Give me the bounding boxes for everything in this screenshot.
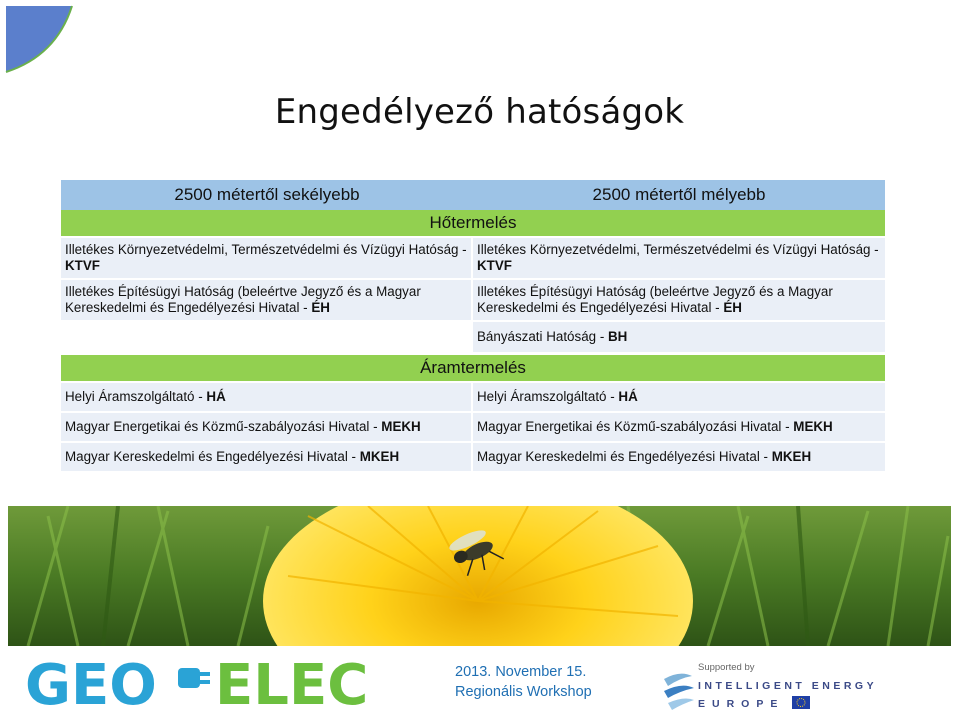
- heat-right-eh: Illetékes Építésügyi Hatóság (beleértve Jegyző és a Magyar Kereskedelmi és Engedélyezési Hivatal - ÉH: [473, 280, 885, 320]
- power-right-mekh: Magyar Energetikai és Közmű-szabályozási Hivatal - MEKH: [473, 413, 885, 441]
- logo-elec-text: ELEC: [215, 653, 369, 718]
- heat-left-eh: Illetékes Építésügyi Hatóság (beleértve Jegyző és a Magyar Kereskedelmi és Engedélyezési Hivatal - ÉH: [61, 280, 471, 320]
- corner-decoration: [0, 0, 80, 80]
- iee-line2-text: EUROPE: [698, 698, 785, 710]
- power-right-ha: Helyi Áramszolgáltató - HÁ: [473, 383, 885, 411]
- plug-icon: [178, 668, 210, 688]
- iee-logo: [664, 662, 877, 710]
- power-right-mkeh: Magyar Kereskedelmi és Engedélyezési Hivatal - MKEH: [473, 443, 885, 471]
- section-heat: Hőtermelés: [61, 210, 885, 236]
- power-left-mkeh: Magyar Kereskedelmi és Engedélyezési Hivatal - MKEH: [61, 443, 471, 471]
- power-left-ha: Helyi Áramszolgáltató - HÁ: [61, 383, 471, 411]
- heat-right-bh: Bányászati Hatóság - BH: [473, 322, 885, 352]
- section-power: Áramtermelés: [61, 355, 885, 381]
- dandelion-photo: [8, 506, 951, 646]
- header-shallow: 2500 métertől sekélyebb: [61, 180, 473, 210]
- header-deep: 2500 métertől mélyebb: [473, 180, 885, 210]
- footer-graphics: [0, 646, 959, 721]
- eu-flag-icon: [792, 696, 810, 709]
- heat-left-ktvf: Illetékes Környezetvédelmi, Természetvédelmi és Vízügyi Hatóság - KTVF: [61, 238, 471, 278]
- iee-line1-text: INTELLIGENT ENERGY: [698, 680, 878, 692]
- iee-swoosh-icon: [664, 674, 694, 710]
- page-title: Engedélyező hatóságok: [274, 92, 685, 132]
- heat-right-ktvf: Illetékes Környezetvédelmi, Természetvédelmi és Vízügyi Hatóság - KTVF: [473, 238, 885, 278]
- supported-by-text: Supported by: [698, 662, 755, 673]
- footer-date: 2013. November 15.: [455, 664, 587, 680]
- geoelec-logo: [25, 653, 368, 718]
- footer-event: Regionális Workshop: [455, 684, 592, 700]
- logo-geo-text: GEO: [25, 653, 157, 718]
- power-left-mekh: Magyar Energetikai és Közmű-szabályozási Hivatal - MEKH: [61, 413, 471, 441]
- footer: [0, 646, 959, 721]
